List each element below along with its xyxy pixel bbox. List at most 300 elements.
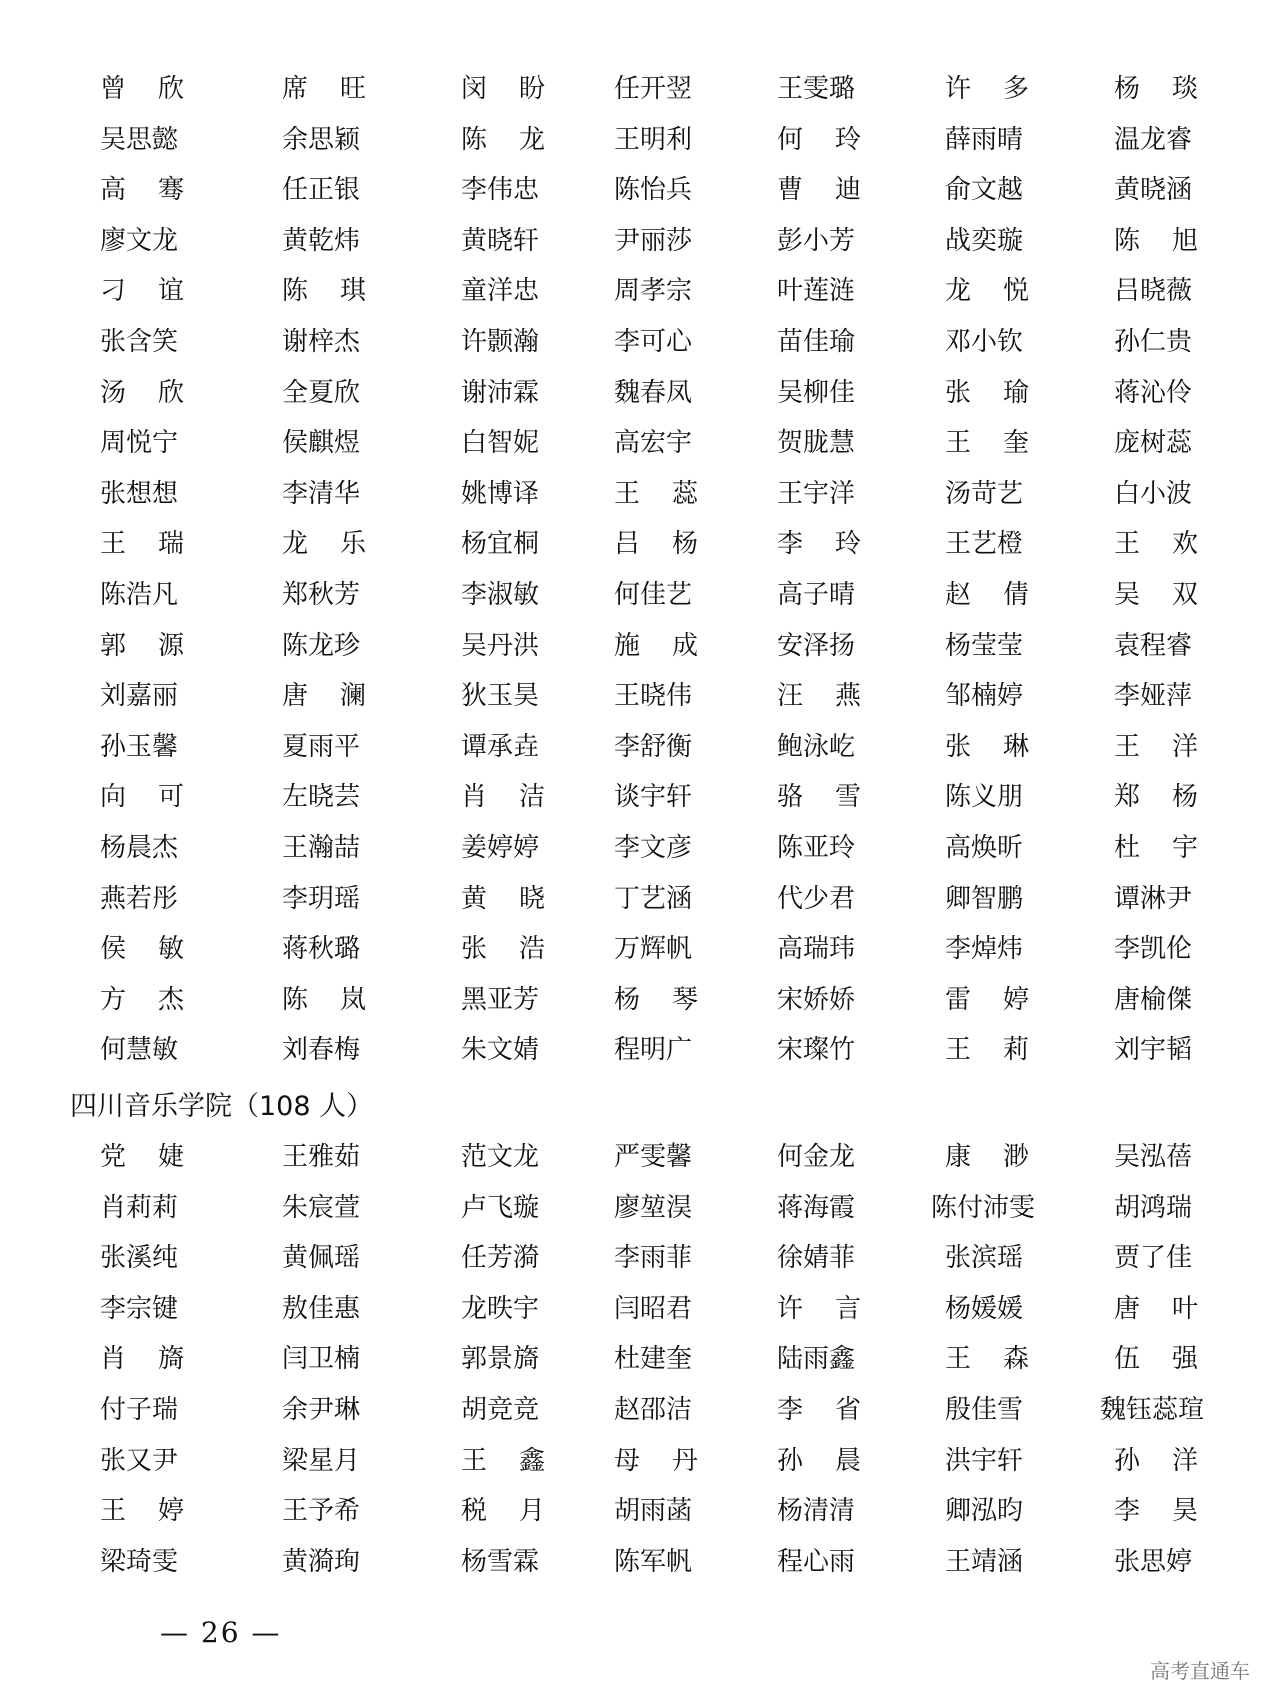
name-cell <box>945 1537 1029 1587</box>
name-cell <box>461 874 545 924</box>
name-cell <box>777 1486 861 1536</box>
name-cell <box>461 1436 545 1486</box>
person-name: 孙 洋 <box>1114 1445 1198 1476</box>
person-name: 王靖涵 <box>945 1546 1024 1577</box>
name-cell <box>1114 1183 1198 1233</box>
name-cell <box>614 368 698 418</box>
name-cell <box>614 1436 698 1486</box>
person-name: 高瑞玮 <box>777 934 856 965</box>
person-name: 朱宸萱 <box>282 1192 361 1223</box>
name-cell <box>1114 1537 1198 1587</box>
name-cell <box>945 823 1029 873</box>
name-cell <box>777 823 861 873</box>
person-name: 杨宜桐 <box>461 529 540 560</box>
name-cell <box>282 216 366 266</box>
name-cell <box>945 368 1029 418</box>
name-cell <box>461 469 545 519</box>
name-cell <box>614 621 698 671</box>
name-cell <box>461 924 545 974</box>
name-cell <box>945 1436 1029 1486</box>
person-name: 陈 旭 <box>1114 225 1198 256</box>
name-cell <box>282 1385 366 1435</box>
name-cell <box>282 1334 366 1384</box>
person-name: 陈浩凡 <box>100 579 179 610</box>
name-cell <box>100 317 184 367</box>
name-cell <box>1114 216 1198 266</box>
name-cell <box>945 519 1029 569</box>
name-cell <box>461 1334 545 1384</box>
person-name: 殷佳雪 <box>945 1394 1024 1425</box>
page-number: — 26 — <box>160 1616 282 1649</box>
name-cell <box>614 975 698 1025</box>
table-row <box>0 368 1280 419</box>
person-name: 王 洋 <box>1114 731 1198 762</box>
name-cell <box>282 772 366 822</box>
person-name: 宋娇娇 <box>777 984 856 1015</box>
name-cell <box>945 1132 1029 1182</box>
person-name: 杜 宇 <box>1114 832 1198 863</box>
name-cell <box>282 115 366 165</box>
person-name: 廖文龙 <box>100 225 179 256</box>
name-cell <box>614 1025 698 1075</box>
person-name: 何慧敏 <box>100 1035 179 1066</box>
person-name: 李伟忠 <box>461 175 540 206</box>
person-name: 余尹琳 <box>282 1394 361 1425</box>
person-name: 袁程睿 <box>1114 630 1193 661</box>
name-cell <box>931 1183 1043 1233</box>
table-row <box>0 874 1280 925</box>
person-name: 李 昊 <box>1114 1496 1198 1527</box>
name-cell <box>777 165 861 215</box>
name-cell <box>282 1537 366 1587</box>
name-cell <box>1100 1385 1212 1435</box>
person-name: 张思婷 <box>1114 1546 1193 1577</box>
person-name: 蒋秋璐 <box>282 934 361 965</box>
name-cell <box>100 671 184 721</box>
person-name: 税 月 <box>461 1496 545 1527</box>
table-row <box>0 621 1280 672</box>
name-cell <box>777 874 861 924</box>
name-cell <box>777 621 861 671</box>
person-name: 肖 旖 <box>100 1344 184 1375</box>
person-name: 何 玲 <box>777 124 861 155</box>
name-list-sichuan-conservatory <box>0 1132 1280 1587</box>
name-cell <box>282 722 366 772</box>
person-name: 蒋海霞 <box>777 1192 856 1223</box>
person-name: 李娅萍 <box>1114 681 1193 712</box>
name-cell <box>461 115 545 165</box>
person-name: 李焯炜 <box>945 934 1024 965</box>
name-cell <box>282 1233 366 1283</box>
person-name: 郑 杨 <box>1114 782 1198 813</box>
person-name: 吴思懿 <box>100 124 179 155</box>
name-cell <box>100 1183 184 1233</box>
person-name: 卢飞璇 <box>461 1192 540 1223</box>
person-name: 许颢瀚 <box>461 326 540 357</box>
name-cell <box>1114 1284 1198 1334</box>
person-name: 温龙睿 <box>1114 124 1193 155</box>
table-row <box>0 317 1280 368</box>
person-name: 孙玉馨 <box>100 731 179 762</box>
name-cell <box>461 722 545 772</box>
person-name: 胡竞竞 <box>461 1394 540 1425</box>
name-cell <box>282 1436 366 1486</box>
person-name: 黑亚芳 <box>461 984 540 1015</box>
name-cell <box>614 570 698 620</box>
name-cell <box>100 570 184 620</box>
name-cell <box>100 975 184 1025</box>
name-cell <box>100 1334 184 1384</box>
person-name: 代少君 <box>777 883 856 914</box>
person-name: 程心雨 <box>777 1546 856 1577</box>
person-name: 汤 欣 <box>100 377 184 408</box>
person-name: 党 婕 <box>100 1142 184 1172</box>
name-cell <box>100 1385 184 1435</box>
person-name: 陈亚玲 <box>777 832 856 863</box>
name-list-upper <box>0 64 1280 1076</box>
name-cell <box>777 64 861 114</box>
person-name: 吕晓薇 <box>1114 276 1193 307</box>
name-cell <box>777 115 861 165</box>
name-cell <box>614 64 698 114</box>
person-name: 吴 双 <box>1114 579 1198 610</box>
person-name: 彭小芳 <box>777 225 856 256</box>
table-row <box>0 1537 1280 1588</box>
name-cell <box>100 266 184 316</box>
name-cell <box>777 1233 861 1283</box>
name-cell <box>614 469 698 519</box>
name-cell <box>100 469 184 519</box>
person-name: 李舒衡 <box>614 731 693 762</box>
table-row <box>0 165 1280 216</box>
person-name: 郑秋芳 <box>282 579 361 610</box>
person-name: 黄晓涵 <box>1114 175 1193 206</box>
person-name: 王予希 <box>282 1496 361 1527</box>
name-cell <box>282 1183 366 1233</box>
name-cell <box>945 115 1029 165</box>
name-cell <box>100 165 184 215</box>
person-name: 闵 盼 <box>461 74 545 104</box>
name-cell <box>945 1486 1029 1536</box>
name-cell <box>100 115 184 165</box>
name-cell <box>614 722 698 772</box>
name-cell <box>461 368 545 418</box>
name-cell <box>945 570 1029 620</box>
name-cell <box>1114 165 1198 215</box>
person-name: 李 玲 <box>777 529 861 560</box>
name-cell <box>614 874 698 924</box>
table-row <box>0 823 1280 874</box>
table-row <box>0 570 1280 621</box>
person-name: 曾 欣 <box>100 74 184 104</box>
table-row <box>0 671 1280 722</box>
name-cell <box>1114 1486 1198 1536</box>
person-name: 吴丹洪 <box>461 630 540 661</box>
person-name: 吴柳佳 <box>777 377 856 408</box>
name-cell <box>614 1334 698 1384</box>
name-cell <box>614 418 698 468</box>
name-cell <box>461 671 545 721</box>
person-name: 高 骞 <box>100 175 184 206</box>
person-name: 王 鑫 <box>461 1445 545 1476</box>
person-name: 张 琳 <box>945 731 1029 762</box>
section-title: 四川音乐学院（108 人） <box>70 1091 374 1122</box>
name-cell <box>100 621 184 671</box>
person-name: 王 婷 <box>100 1496 184 1527</box>
person-name: 孙仁贵 <box>1114 326 1193 357</box>
person-name: 肖莉莉 <box>100 1192 179 1223</box>
name-cell <box>100 1436 184 1486</box>
name-cell <box>282 469 366 519</box>
person-name: 陈义朋 <box>945 782 1024 813</box>
name-cell <box>945 1334 1029 1384</box>
person-name: 吕 杨 <box>614 529 698 560</box>
person-name: 俞文越 <box>945 175 1024 206</box>
person-name: 卿泓昀 <box>945 1496 1024 1527</box>
table-row <box>0 975 1280 1026</box>
name-cell <box>1114 519 1198 569</box>
person-name: 谈宇轩 <box>614 782 693 813</box>
name-cell <box>1114 621 1198 671</box>
person-name: 任正银 <box>282 175 361 206</box>
name-cell <box>945 621 1029 671</box>
name-cell <box>614 924 698 974</box>
name-cell <box>282 1132 366 1182</box>
name-cell <box>777 1284 861 1334</box>
name-cell <box>777 519 861 569</box>
person-name: 肖 洁 <box>461 782 545 813</box>
name-cell <box>945 266 1029 316</box>
person-name: 何金龙 <box>777 1142 856 1172</box>
person-name: 李玥瑶 <box>282 883 361 914</box>
person-name: 杨媛媛 <box>945 1293 1024 1324</box>
table-row <box>0 216 1280 267</box>
person-name: 孙 晨 <box>777 1445 861 1476</box>
name-cell <box>1114 317 1198 367</box>
name-cell <box>282 874 366 924</box>
table-row <box>0 1334 1280 1385</box>
person-name: 童洋忠 <box>461 276 540 307</box>
name-cell <box>777 266 861 316</box>
name-cell <box>282 266 366 316</box>
name-cell <box>777 570 861 620</box>
name-cell <box>614 1183 698 1233</box>
person-name: 王 森 <box>945 1344 1029 1375</box>
name-cell <box>461 823 545 873</box>
table-row <box>0 1284 1280 1335</box>
name-cell <box>100 1132 184 1182</box>
name-cell <box>100 772 184 822</box>
person-name: 谭淋尹 <box>1114 883 1193 914</box>
person-name: 李 省 <box>777 1394 861 1425</box>
name-cell <box>1114 874 1198 924</box>
person-name: 王艺橙 <box>945 529 1024 560</box>
name-cell <box>461 1025 545 1075</box>
person-name: 黄 晓 <box>461 883 545 914</box>
name-cell <box>100 722 184 772</box>
person-name: 周孝宗 <box>614 276 693 307</box>
person-name: 余思颖 <box>282 124 361 155</box>
person-name: 张滨瑶 <box>945 1243 1024 1274</box>
name-cell <box>100 1233 184 1283</box>
person-name: 王 瑞 <box>100 529 184 560</box>
name-cell <box>1114 671 1198 721</box>
person-name: 王雯璐 <box>777 74 856 104</box>
name-cell <box>945 772 1029 822</box>
person-name: 席 旺 <box>282 74 366 104</box>
person-name: 白智妮 <box>461 428 540 459</box>
person-name: 谭承垚 <box>461 731 540 762</box>
person-name: 侯麒煜 <box>282 428 361 459</box>
person-name: 陈怡兵 <box>614 175 693 206</box>
person-name: 汤苛艺 <box>945 478 1024 509</box>
person-name: 杨清清 <box>777 1496 856 1527</box>
name-cell <box>614 115 698 165</box>
person-name: 李文彦 <box>614 832 693 863</box>
person-name: 梁星月 <box>282 1445 361 1476</box>
name-cell <box>777 924 861 974</box>
watermark: 高考直通车 <box>1150 1659 1250 1683</box>
person-name: 李凯伦 <box>1114 934 1193 965</box>
name-cell <box>1114 1436 1198 1486</box>
person-name: 鲍泳屹 <box>777 731 856 762</box>
person-name: 王 莉 <box>945 1035 1029 1066</box>
name-cell <box>282 165 366 215</box>
person-name: 刘春梅 <box>282 1035 361 1066</box>
person-name: 何佳艺 <box>614 579 693 610</box>
name-cell <box>614 1284 698 1334</box>
person-name: 贺胧慧 <box>777 428 856 459</box>
person-name: 李清华 <box>282 478 361 509</box>
name-cell <box>945 216 1029 266</box>
name-cell <box>777 722 861 772</box>
name-cell <box>100 1486 184 1536</box>
name-cell <box>282 1025 366 1075</box>
table-row <box>0 1132 1280 1183</box>
person-name: 杨 琴 <box>614 984 698 1015</box>
person-name: 侯 敏 <box>100 934 184 965</box>
name-cell <box>777 671 861 721</box>
table-row <box>0 64 1280 115</box>
person-name: 夏雨平 <box>282 731 361 762</box>
person-name: 尹丽莎 <box>614 225 693 256</box>
person-name: 张溪纯 <box>100 1243 179 1274</box>
person-name: 安泽扬 <box>777 630 856 661</box>
name-cell <box>100 368 184 418</box>
person-name: 张又尹 <box>100 1445 179 1476</box>
person-name: 任芳漪 <box>461 1243 540 1274</box>
name-cell <box>614 317 698 367</box>
name-cell <box>282 975 366 1025</box>
name-cell <box>614 519 698 569</box>
name-cell <box>777 1334 861 1384</box>
name-cell <box>1114 469 1198 519</box>
person-name: 黄佩瑶 <box>282 1243 361 1274</box>
person-name: 杨晨杰 <box>100 832 179 863</box>
person-name: 程明广 <box>614 1035 693 1066</box>
person-name: 狄玉昊 <box>461 681 540 712</box>
name-cell <box>614 266 698 316</box>
name-cell <box>777 1025 861 1075</box>
person-name: 伍 强 <box>1114 1344 1198 1375</box>
name-cell <box>614 1486 698 1536</box>
name-cell <box>614 165 698 215</box>
name-cell <box>945 1284 1029 1334</box>
person-name: 付子瑞 <box>100 1394 179 1425</box>
person-name: 龙 悦 <box>945 276 1029 307</box>
name-cell <box>777 216 861 266</box>
person-name: 高宏宇 <box>614 428 693 459</box>
name-cell <box>461 1385 545 1435</box>
person-name: 王瀚喆 <box>282 832 361 863</box>
name-cell <box>100 874 184 924</box>
person-name: 陈 岚 <box>282 984 366 1015</box>
name-cell <box>100 64 184 114</box>
person-name: 王宇洋 <box>777 478 856 509</box>
table-row <box>0 266 1280 317</box>
person-name: 龙 乐 <box>282 529 366 560</box>
name-cell <box>282 621 366 671</box>
person-name: 姚博译 <box>461 478 540 509</box>
person-name: 白小波 <box>1114 478 1193 509</box>
name-cell <box>777 368 861 418</box>
name-cell <box>100 1284 184 1334</box>
person-name: 苗佳瑜 <box>777 326 856 357</box>
person-name: 丁艺涵 <box>614 883 693 914</box>
name-cell <box>100 216 184 266</box>
person-name: 向 可 <box>100 782 184 813</box>
person-name: 郭景旖 <box>461 1344 540 1375</box>
name-cell <box>461 266 545 316</box>
person-name: 王明利 <box>614 124 693 155</box>
name-cell <box>945 418 1029 468</box>
name-cell <box>1114 722 1198 772</box>
table-row <box>0 1385 1280 1436</box>
person-name: 胡鸿瑞 <box>1114 1192 1193 1223</box>
person-name: 左晓芸 <box>282 782 361 813</box>
name-cell <box>461 1183 545 1233</box>
person-name: 陈龙珍 <box>282 630 361 661</box>
person-name: 杨雪霖 <box>461 1546 540 1577</box>
name-cell <box>461 519 545 569</box>
name-cell <box>461 1132 545 1182</box>
person-name: 王 蕊 <box>614 478 698 509</box>
table-row <box>0 418 1280 469</box>
name-cell <box>461 975 545 1025</box>
person-name: 黄晓轩 <box>461 225 540 256</box>
name-cell <box>100 418 184 468</box>
name-cell <box>282 317 366 367</box>
name-cell <box>1114 418 1198 468</box>
name-cell <box>461 165 545 215</box>
name-cell <box>282 519 366 569</box>
person-name: 严雯馨 <box>614 1142 693 1172</box>
person-name: 燕若彤 <box>100 883 179 914</box>
name-cell <box>614 216 698 266</box>
name-cell <box>282 418 366 468</box>
name-cell <box>461 772 545 822</box>
person-name: 魏钰蕊瑄 <box>1100 1394 1205 1425</box>
person-name: 廖堃淏 <box>614 1192 693 1223</box>
person-name: 李淑敏 <box>461 579 540 610</box>
person-name: 母 丹 <box>614 1445 698 1476</box>
person-name: 康 渺 <box>945 1142 1029 1172</box>
name-cell <box>461 1233 545 1283</box>
name-cell <box>777 1537 861 1587</box>
person-name: 叶莲涟 <box>777 276 856 307</box>
table-row <box>0 924 1280 975</box>
name-cell <box>1114 1132 1198 1182</box>
